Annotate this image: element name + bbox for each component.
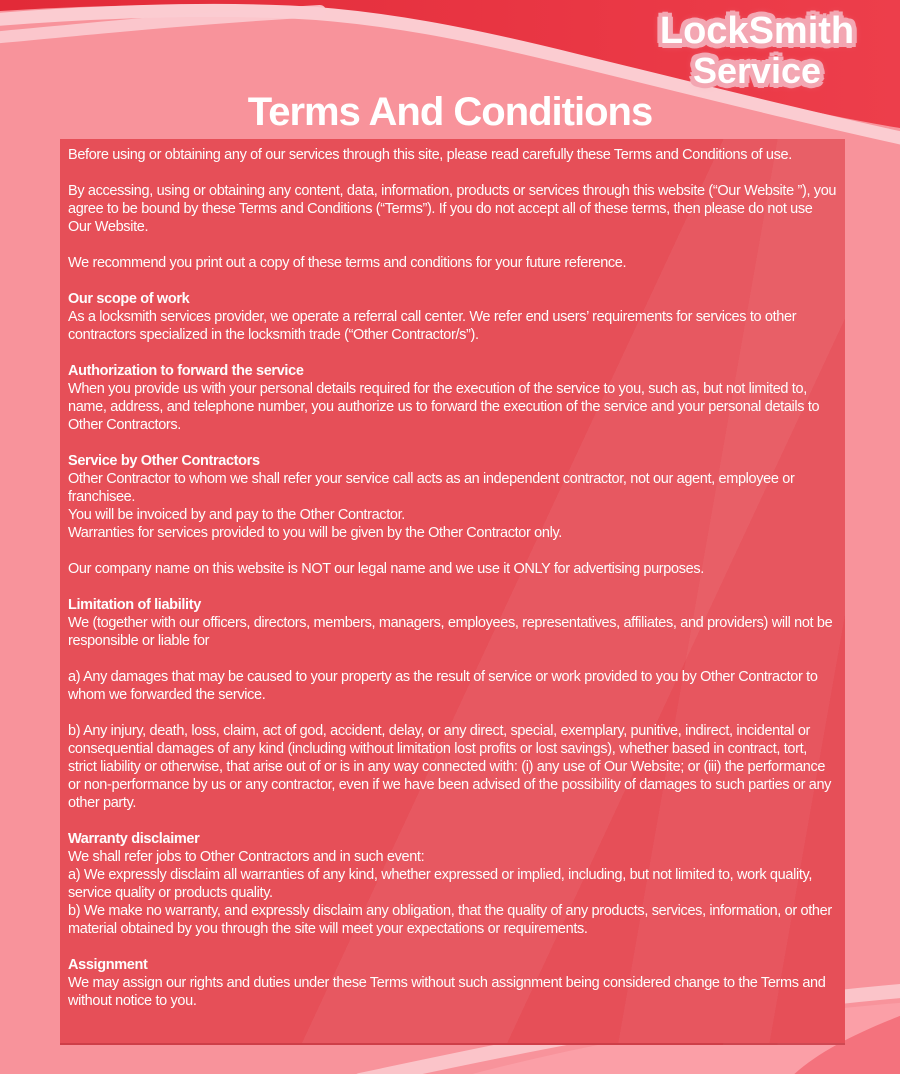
terms-paragraph: When you provide us with your personal details required for the execution of the service to you, such as, but not limited to, name, address, and telephone number, you authorize us to forward the execution of the service and your personal details to Other Contractors. xyxy=(68,381,820,433)
terms-paragraph: We recommend you print out a copy of these terms and conditions for your future reference. xyxy=(68,255,627,271)
paragraph-gap xyxy=(68,164,837,182)
section-heading: Authorization to forward the service xyxy=(68,363,304,379)
terms-paragraph: b) We make no warranty, and expressly disclaim any obligation, that the quality of any products, services, information, or other material obtained by you through the site will meet your expectations or requirements. xyxy=(68,903,832,937)
section-heading: Service by Other Contractors xyxy=(68,453,260,469)
terms-paragraph: Before using or obtaining any of our services through this site, please read carefully these Terms and Conditions of use. xyxy=(68,147,792,163)
terms-paragraph: We (together with our officers, directors, members, managers, employees, representatives, affiliates, and providers) will not be responsible or liable for xyxy=(68,615,833,649)
paragraph-gap xyxy=(68,434,837,452)
terms-paragraph: a) Any damages that may be caused to your property as the result of service or work provided to you by Other Contractor to whom we forwarded the service. xyxy=(68,669,818,703)
paragraph-gap xyxy=(68,344,837,362)
paragraph-gap xyxy=(68,542,837,560)
terms-paragraph: Warranties for services provided to you will be given by the Other Contractor only. xyxy=(68,525,562,541)
paragraph-gap xyxy=(68,650,837,668)
terms-panel xyxy=(60,139,845,1045)
terms-paragraph: We shall refer jobs to Other Contractors and in such event: xyxy=(68,849,425,865)
page-title: Terms And Conditions xyxy=(247,90,653,134)
paragraph-gap xyxy=(68,272,837,290)
section-heading: Limitation of liability xyxy=(68,597,201,613)
terms-paragraph: You will be invoiced by and pay to the Other Contractor. xyxy=(68,507,405,523)
logo-line1: LockSmith xyxy=(659,10,855,52)
paragraph-gap xyxy=(68,236,837,254)
paragraph-gap xyxy=(68,812,837,830)
paragraph-gap xyxy=(68,578,837,596)
terms-content xyxy=(68,146,837,1010)
logo-line2: Service xyxy=(692,50,822,91)
paragraph-gap xyxy=(68,938,837,956)
paragraph-gap xyxy=(68,704,837,722)
terms-paragraph: a) We expressly disclaim all warranties of any kind, whether expressed or implied, including, but not limited to, work quality, service quality or products quality. xyxy=(68,867,813,901)
logo xyxy=(632,12,882,89)
section-heading: Warranty disclaimer xyxy=(68,831,200,847)
terms-paragraph: b) Any injury, death, loss, claim, act of god, accident, delay, or any direct, special, exemplary, punitive, indirect, incidental or consequential damages of any kind (including without limitation lost profits or lost savings), whether based in contract, tort, strict liability or otherwise, that arise out of or is in any way connected with: (i) any use of Our Website; or (iii) the performance or non-performance by us or any contractor, even if we have been advised of the possibility of damages to such parties or any other party. xyxy=(68,723,832,811)
terms-paragraph: Other Contractor to whom we shall refer your service call acts as an independent contractor, not our agent, employee or franchisee. xyxy=(68,471,795,505)
terms-paragraph: As a locksmith services provider, we operate a referral call center. We refer end users’ requirements for services to other contractors specialized in the locksmith trade (“Other Contractor/s”). xyxy=(68,309,797,343)
section-heading: Our scope of work xyxy=(68,291,190,307)
terms-paragraph: We may assign our rights and duties under these Terms without such assignment being considered change to the Terms and without notice to you. xyxy=(68,975,826,1009)
terms-paragraph: By accessing, using or obtaining any content, data, information, products or services through this website (“Our Website ”), you agree to be bound by these Terms and Conditions (“Terms”). If you do not accept all of these terms, then please do not use Our Website. xyxy=(68,183,837,235)
terms-paragraph: Our company name on this website is NOT our legal name and we use it ONLY for advertising purposes. xyxy=(68,561,704,577)
section-heading: Assignment xyxy=(68,957,148,973)
